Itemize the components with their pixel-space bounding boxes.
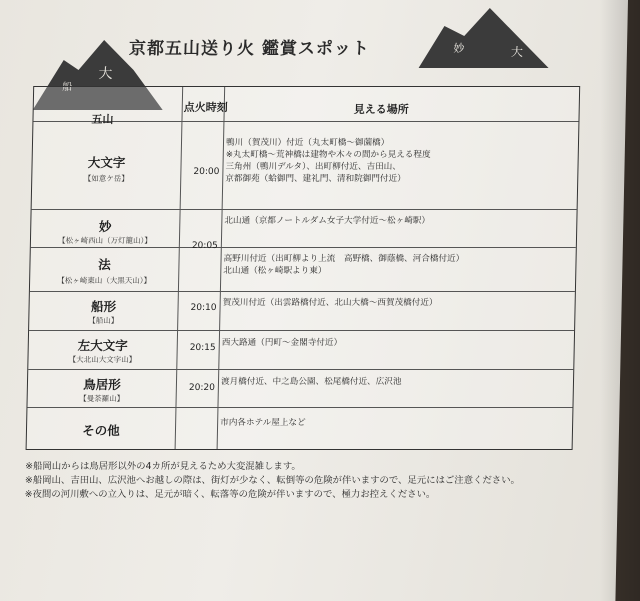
svg-text:船: 船 <box>62 82 73 93</box>
place-line: 高野川付近（出町柳より上流 高野橋、御蔭橋、河合橋付近） <box>223 254 465 264</box>
viewing-places <box>223 297 573 309</box>
place-line: 京都御苑（蛤御門、建礼門、清和院御門付近） <box>225 174 406 184</box>
place-line: 三角州（鴨川デルタ）、出町柳付近、吉田山、 <box>225 162 402 172</box>
ignition-time: 20:15 <box>189 343 216 353</box>
svg-text:妙: 妙 <box>453 42 465 55</box>
ignition-time: 20:20 <box>188 383 215 393</box>
page-title: 京都五山送り火 鑑賞スポット <box>128 39 371 59</box>
mountain-sub: 【松ヶ崎西山（万灯籠山）】 <box>57 236 152 245</box>
note-1: ※船岡山からは鳥居形以外の4カ所が見えるため大変混雑します。 <box>25 461 301 472</box>
mountain-name: 妙 <box>98 219 112 234</box>
place-line: 鴨川（賀茂川）付近（丸太町橋〜御薗橋） <box>225 138 390 148</box>
mountain-sub: 【船山】 <box>88 316 119 325</box>
svg-text:大: 大 <box>98 66 113 82</box>
mountain-sub: 【曼荼羅山】 <box>79 394 125 403</box>
place-line: 市内各ホテル屋上など <box>220 418 306 428</box>
ignition-time: 20:10 <box>190 303 217 313</box>
place-line: 北山通（京都ノートルダム女子大学付近〜松ヶ崎駅） <box>224 216 431 226</box>
viewing-places <box>222 337 572 349</box>
mountain-illustration-right <box>419 8 550 68</box>
spot-table <box>26 86 581 450</box>
header-places: 見える場所 <box>353 103 409 116</box>
mountain-name: 船形 <box>90 299 117 314</box>
place-line: ※丸太町橋〜荒神橋は建物や木々の間から見える程度 <box>225 150 431 160</box>
mountain-name: その他 <box>82 423 120 438</box>
place-line: 賀茂川付近（出雲路橋付近、北山大橋〜西賀茂橋付近） <box>222 298 438 308</box>
note-2: ※船岡山、吉田山、広沢池へお越しの際は、街灯が少なく、転倒等の危険が伴いますので、足元にはご注意ください。 <box>24 475 521 486</box>
viewing-places <box>220 417 570 429</box>
header-time: 点火時刻 <box>183 101 228 114</box>
mountain-sub: 【如意ケ岳】 <box>83 174 129 183</box>
mountain-name: 鳥居形 <box>83 377 121 392</box>
viewing-places <box>221 376 571 388</box>
place-line: 北山通（松ヶ崎駅より東） <box>223 266 327 276</box>
svg-text:大: 大 <box>510 45 524 59</box>
page-shadow <box>600 0 640 601</box>
ignition-time: 20:05 <box>191 241 218 251</box>
mountain-sub: 【大北山大文字山】 <box>68 355 137 364</box>
place-line: 西大路通（円町〜金閣寺付近） <box>221 338 343 348</box>
mountain-name: 法 <box>98 257 111 272</box>
note-3: ※夜間の河川敷への立入りは、足元が暗く、転落等の危険が伴いますので、極力お控えください。 <box>24 489 436 500</box>
viewing-places <box>225 137 576 185</box>
mountain-name: 左大文字 <box>77 338 128 353</box>
viewing-places <box>224 215 574 227</box>
place-line: 渡月橋付近、中之島公園、松尾橋付近、広沢池 <box>220 377 402 387</box>
mountain-name: 大文字 <box>87 155 126 170</box>
ignition-time: 20:00 <box>193 167 220 177</box>
mountain-sub: 【松ヶ崎東山（大黒天山）】 <box>57 276 152 285</box>
viewing-places <box>223 253 574 277</box>
header-gozan: 五山 <box>91 113 114 126</box>
